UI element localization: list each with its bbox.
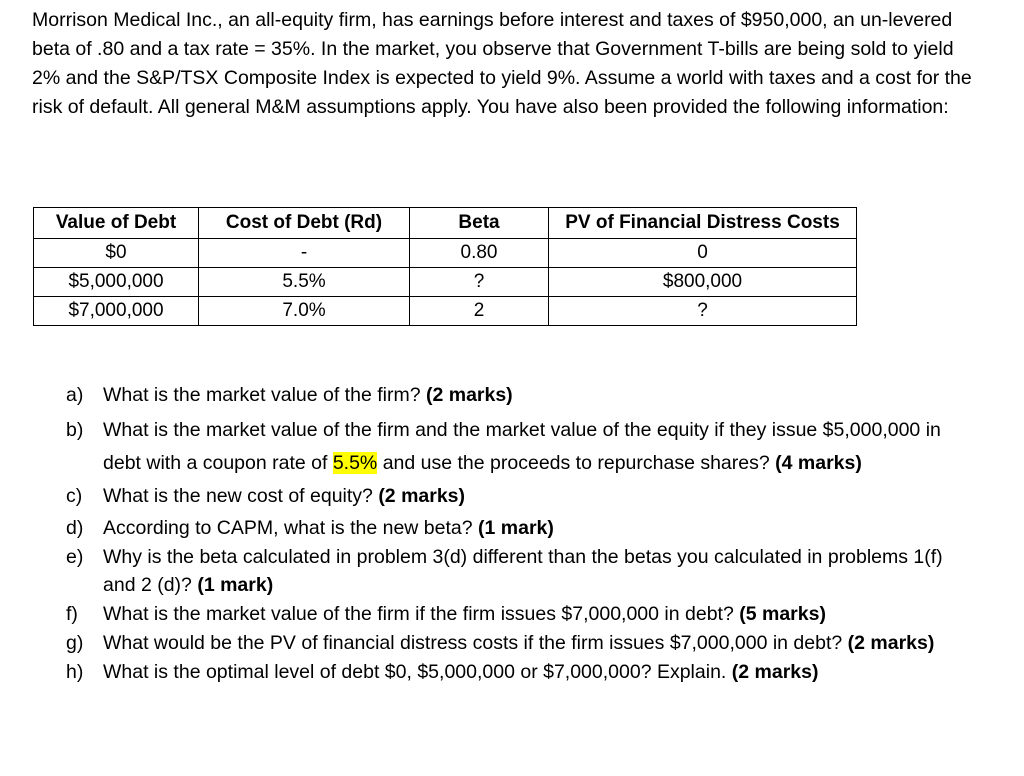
question-marks: (4 marks)	[775, 452, 862, 474]
question-text: What is the optimal level of debt $0, $5,000,000 or $7,000,000? Explain.	[103, 661, 727, 683]
question-letter: h)	[66, 661, 84, 683]
question-g	[66, 629, 966, 657]
problem-intro: Morrison Medical Inc., an all-equity firm, has earnings before interest and taxes of $950,000, an un-levered beta of .80 and a tax rate = 35%. In the market, you observe that Government T-bills are being sold to yield 2% and the S&P/TSX Composite Index is expected to yield 9%. Assume a world with taxes and a cost for the risk of default. All general M&M assumptions apply. You have also been provided the following information:	[32, 9, 972, 118]
cell-cost-of-debt: -	[199, 239, 410, 268]
question-d	[66, 513, 966, 543]
cell-cost-of-debt: 5.5%	[199, 268, 410, 297]
question-text: According to CAPM, what is the new beta?	[103, 517, 473, 539]
question-h	[66, 657, 966, 687]
question-text: What is the new cost of equity?	[103, 485, 373, 507]
cell-value-of-debt: $5,000,000	[34, 268, 199, 297]
header-value-of-debt: Value of Debt	[34, 208, 199, 239]
header-pv-distress-costs: PV of Financial Distress Costs	[549, 208, 857, 239]
question-f	[66, 599, 966, 629]
header-cost-of-debt: Cost of Debt (Rd)	[199, 208, 410, 239]
highlighted-rate: 5.5%	[332, 452, 378, 474]
header-beta: Beta	[410, 208, 549, 239]
question-letter: d)	[66, 517, 84, 539]
question-marks: (1 mark)	[197, 574, 274, 596]
table-row	[34, 297, 857, 326]
question-marks: (1 mark)	[478, 517, 554, 539]
question-marks: (2 marks)	[847, 632, 935, 654]
cell-value-of-debt: $0	[34, 239, 199, 268]
question-letter: a)	[66, 384, 84, 406]
table-row	[34, 268, 857, 297]
table-header-row	[34, 208, 857, 239]
question-text: What is the market value of the firm?	[103, 384, 421, 406]
question-marks: (2 marks)	[425, 384, 513, 406]
question-text-before: What is the market value of the firm and the market value of the equity if they issue $5,000,000 in debt with a coupon rate of	[103, 419, 941, 474]
question-letter: e)	[66, 546, 84, 568]
cell-pv-distress-costs: 0	[549, 239, 857, 268]
question-marks: (2 marks)	[378, 485, 466, 507]
debt-info-table	[33, 207, 857, 326]
cell-value-of-debt: $7,000,000	[34, 297, 199, 326]
question-e	[66, 543, 966, 599]
table-row	[34, 239, 857, 268]
question-text: Why is the beta calculated in problem 3(d) different than the betas you calculated in problems 1(f) and 2 (d)?	[103, 546, 943, 596]
question-text-after: and use the proceeds to repurchase shares?	[382, 452, 770, 474]
cell-cost-of-debt: 7.0%	[199, 297, 410, 326]
question-list	[66, 381, 966, 687]
question-letter: c)	[66, 485, 83, 507]
cell-beta: 0.80	[410, 239, 549, 268]
question-text: What is the market value of the firm if the firm issues $7,000,000 in debt?	[103, 603, 734, 625]
cell-beta: 2	[410, 297, 549, 326]
question-a	[66, 381, 966, 414]
question-letter: b)	[66, 419, 84, 441]
question-marks: (5 marks)	[739, 603, 826, 625]
question-text: What would be the PV of financial distress costs if the firm issues $7,000,000 in debt?	[103, 632, 843, 654]
question-b	[66, 414, 966, 480]
cell-beta: ?	[410, 268, 549, 297]
question-marks: (2 marks)	[731, 661, 819, 683]
cell-pv-distress-costs: $800,000	[549, 268, 857, 297]
question-letter: f)	[66, 603, 78, 625]
question-letter: g)	[66, 632, 84, 654]
question-c	[66, 480, 966, 513]
cell-pv-distress-costs: ?	[549, 297, 857, 326]
